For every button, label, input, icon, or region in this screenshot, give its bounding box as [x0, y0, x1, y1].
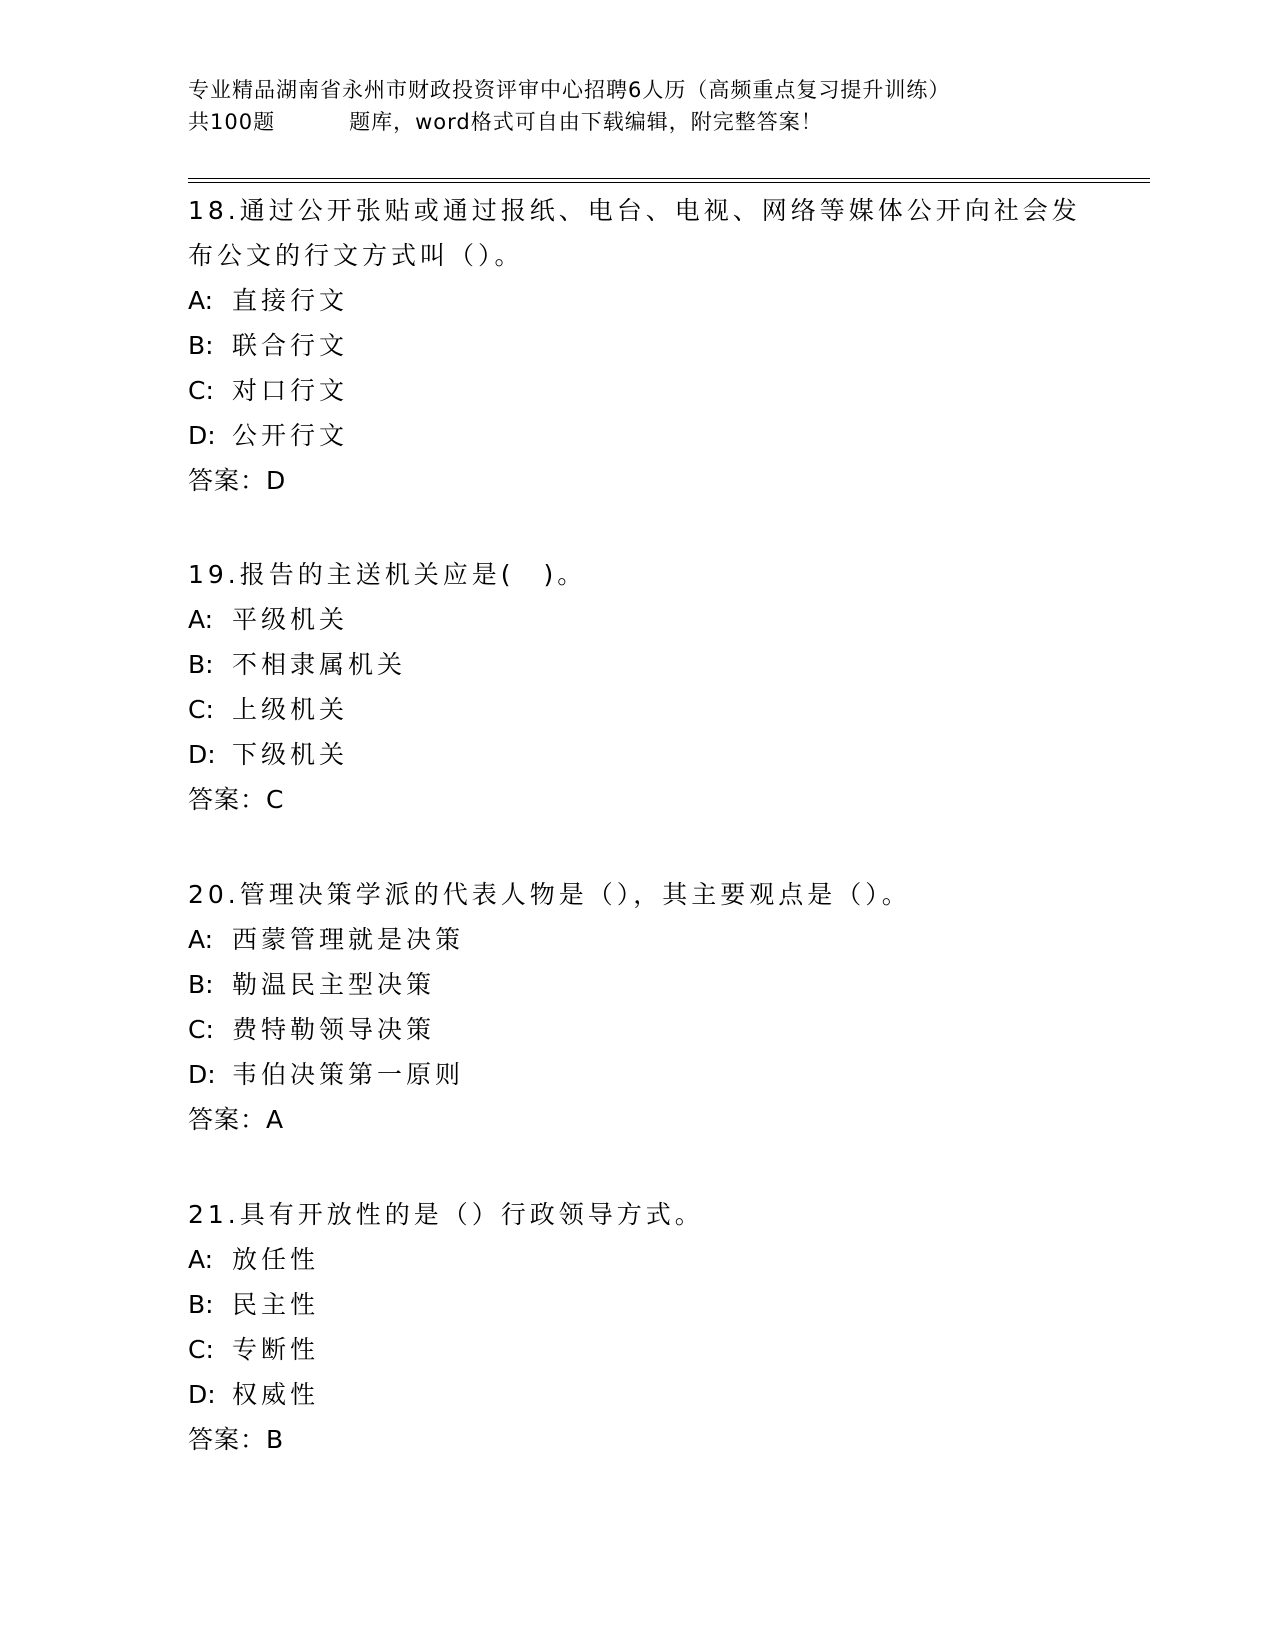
- option-text: 费特勒领导决策: [232, 1015, 436, 1044]
- option-d: [188, 732, 1088, 777]
- question-stem: 18.通过公开张贴或通过报纸、电台、电视、网络等媒体公开向社会发: [188, 196, 1081, 225]
- option-text: 权威性: [232, 1380, 320, 1409]
- answer-line: [188, 777, 1088, 822]
- answer-label: 答案：: [188, 785, 267, 814]
- option-text: 下级机关: [232, 740, 349, 769]
- option-letter: B:: [188, 970, 214, 999]
- option-text: 公开行文: [232, 421, 349, 450]
- question-stem: 20.管理决策学派的代表人物是（），其主要观点是（）。: [188, 880, 911, 909]
- option-letter: C:: [188, 695, 214, 724]
- question-stem: 19.报告的主送机关应是( )。: [188, 560, 587, 589]
- option-c: [188, 1007, 1088, 1052]
- option-letter: C:: [188, 1015, 214, 1044]
- answer-label: 答案：: [188, 1425, 267, 1454]
- option-letter: D:: [188, 740, 216, 769]
- option-c: [188, 1327, 1088, 1372]
- question-19: [188, 552, 1088, 822]
- header-description: 题库，word格式可自由下载编辑，附完整答案！: [349, 110, 823, 134]
- option-letter: B:: [188, 650, 214, 679]
- option-text: 韦伯决策第一原则: [232, 1060, 465, 1089]
- answer-value: C: [266, 785, 284, 814]
- option-d: [188, 413, 1088, 458]
- option-b: [188, 1282, 1088, 1327]
- header-title-line: 专业精品湖南省永州市财政投资评审中心招聘6人历（高频重点复习提升训练）: [188, 78, 951, 102]
- option-letter: A:: [188, 925, 214, 954]
- option-letter: B:: [188, 331, 214, 360]
- option-b: [188, 323, 1088, 368]
- option-text: 平级机关: [232, 605, 349, 634]
- header-divider-bottom: [188, 182, 1150, 183]
- option-d: [188, 1052, 1088, 1097]
- option-c: [188, 368, 1088, 413]
- answer-label: 答案：: [188, 1105, 267, 1134]
- option-letter: C:: [188, 1335, 214, 1364]
- option-text: 勒温民主型决策: [232, 970, 436, 999]
- question-stem: 21.具有开放性的是（）行政领导方式。: [188, 1200, 704, 1229]
- answer-line: [188, 1417, 1088, 1462]
- option-a: [188, 597, 1088, 642]
- answer-label: 答案：: [188, 466, 267, 495]
- option-text: 放任性: [232, 1245, 320, 1274]
- answer-line: [188, 1097, 1088, 1142]
- option-text: 专断性: [232, 1335, 320, 1364]
- option-letter: A:: [188, 286, 214, 315]
- question-20: [188, 872, 1088, 1142]
- question-stem-continued: 布公文的行文方式叫（）。: [188, 241, 524, 270]
- option-a: [188, 1237, 1088, 1282]
- answer-value: D: [266, 466, 286, 495]
- answer-value: A: [266, 1105, 284, 1134]
- option-letter: A:: [188, 605, 214, 634]
- option-text: 联合行文: [232, 331, 349, 360]
- header-divider-top: [188, 178, 1150, 179]
- option-letter: D:: [188, 421, 216, 450]
- answer-value: B: [266, 1425, 284, 1454]
- option-text: 民主性: [232, 1290, 320, 1319]
- option-letter: C:: [188, 376, 214, 405]
- answer-line: [188, 458, 1088, 503]
- option-b: [188, 962, 1088, 1007]
- option-letter: B:: [188, 1290, 214, 1319]
- header-question-count: 共100题: [188, 110, 276, 134]
- option-letter: D:: [188, 1060, 216, 1089]
- document-header: [188, 74, 1148, 138]
- option-d: [188, 1372, 1088, 1417]
- option-letter: D:: [188, 1380, 216, 1409]
- option-c: [188, 687, 1088, 732]
- option-text: 对口行文: [232, 376, 349, 405]
- header-subtitle-line: [188, 106, 1148, 138]
- option-b: [188, 642, 1088, 687]
- question-18: [188, 188, 1088, 503]
- option-text: 不相隶属机关: [232, 650, 407, 679]
- option-text: 上级机关: [232, 695, 349, 724]
- question-21: [188, 1192, 1088, 1462]
- option-text: 西蒙管理就是决策: [232, 925, 465, 954]
- option-text: 直接行文: [232, 286, 349, 315]
- option-a: [188, 917, 1088, 962]
- option-a: [188, 278, 1088, 323]
- option-letter: A:: [188, 1245, 214, 1274]
